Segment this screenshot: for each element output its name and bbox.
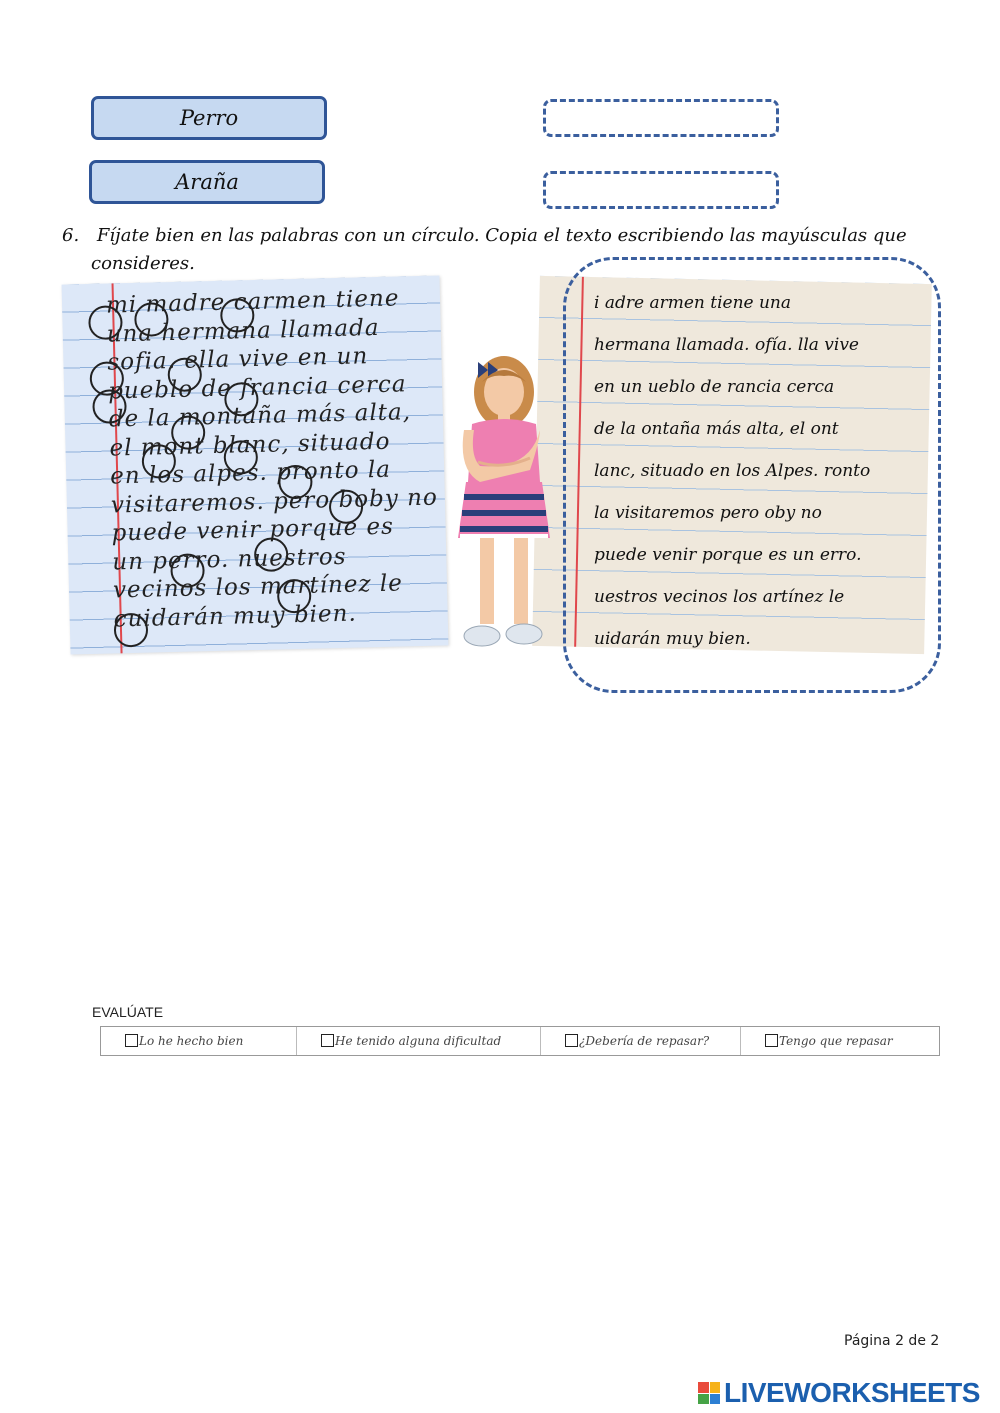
answer-slot-2[interactable] (543, 171, 779, 209)
evaluation-option (541, 1027, 741, 1055)
notebook-line: mi madre carmen tiene (105, 285, 400, 319)
exercise-number: 6. (62, 225, 80, 246)
notebook-paper (62, 275, 449, 654)
word-box-arana (89, 160, 325, 204)
copy-line: la visitaremos pero oby no (594, 503, 822, 523)
notebook-line: sofia. ella vive en un (107, 343, 369, 376)
copy-line: uidarán muy bien. (594, 629, 751, 649)
answer-slot-1[interactable] (543, 99, 779, 137)
copy-line: hermana llamada. ofía. lla vive (594, 335, 859, 355)
notebook-line: pueblo de francia cerca (107, 370, 407, 405)
notebook-line: de la montaña más alta, (108, 399, 412, 433)
notebook-line: visitaremos. pero boby no (110, 484, 439, 519)
checkbox[interactable] (565, 1034, 578, 1047)
copy-line: i adre armen tiene una (594, 293, 792, 313)
checkbox[interactable] (765, 1034, 778, 1047)
evaluation-title: EVALÚATE (92, 1004, 164, 1020)
notebook-line: vecinos los martínez le (112, 570, 404, 604)
checkbox[interactable] (125, 1034, 138, 1047)
notebook-line: una hermana llamada (106, 314, 380, 348)
word-label: Araña (175, 170, 239, 194)
copy-line: de la ontaña más alta, el ont (594, 419, 839, 439)
copy-line: en un ueblo de rancia cerca (594, 377, 835, 397)
evaluation-option (101, 1027, 297, 1055)
checkbox[interactable] (321, 1034, 334, 1047)
circle-mark (114, 613, 149, 648)
evaluation-option-label: ¿Debería de repasar? (579, 1034, 710, 1048)
notebook-line: un perro. nuestros (112, 543, 347, 576)
evaluation-option (297, 1027, 541, 1055)
page-number: Página 2 de 2 (844, 1333, 940, 1349)
girl-illustration (452, 352, 556, 652)
instruction-line-1: Fíjate bien en las palabras con un círculo. Copia el texto escribiendo las mayúsculas que (96, 225, 907, 246)
notebook-line: el mont blanc, situado (109, 428, 391, 462)
copy-line: uestros vecinos los artínez le (594, 587, 845, 607)
notebook-line: puede venir porque es (111, 513, 395, 547)
copy-line: puede venir porque es un erro. (594, 545, 862, 565)
word-box-perro (91, 96, 327, 140)
exercise-instruction (62, 222, 922, 250)
notebook-line: cuidarán muy bien. (113, 600, 358, 632)
evaluation-option (741, 1027, 939, 1055)
evaluation-table (100, 1026, 940, 1056)
copy-text (594, 282, 914, 660)
brand-name: LIVEWORKSHEETS (724, 1377, 980, 1408)
word-label: Perro (179, 106, 239, 130)
evaluation-option-label: Tengo que repasar (779, 1034, 893, 1048)
notebook-line: en los alpes. pronto la (109, 456, 392, 490)
instruction-line-2: consideres. (91, 253, 195, 274)
brand-icon (698, 1382, 720, 1404)
liveworksheets-logo (698, 1377, 980, 1409)
evaluation-option-label: Lo he hecho bien (139, 1034, 244, 1048)
copy-line: lanc, situado en los Alpes. ronto (594, 461, 871, 481)
evaluation-option-label: He tenido alguna dificultad (335, 1034, 502, 1048)
